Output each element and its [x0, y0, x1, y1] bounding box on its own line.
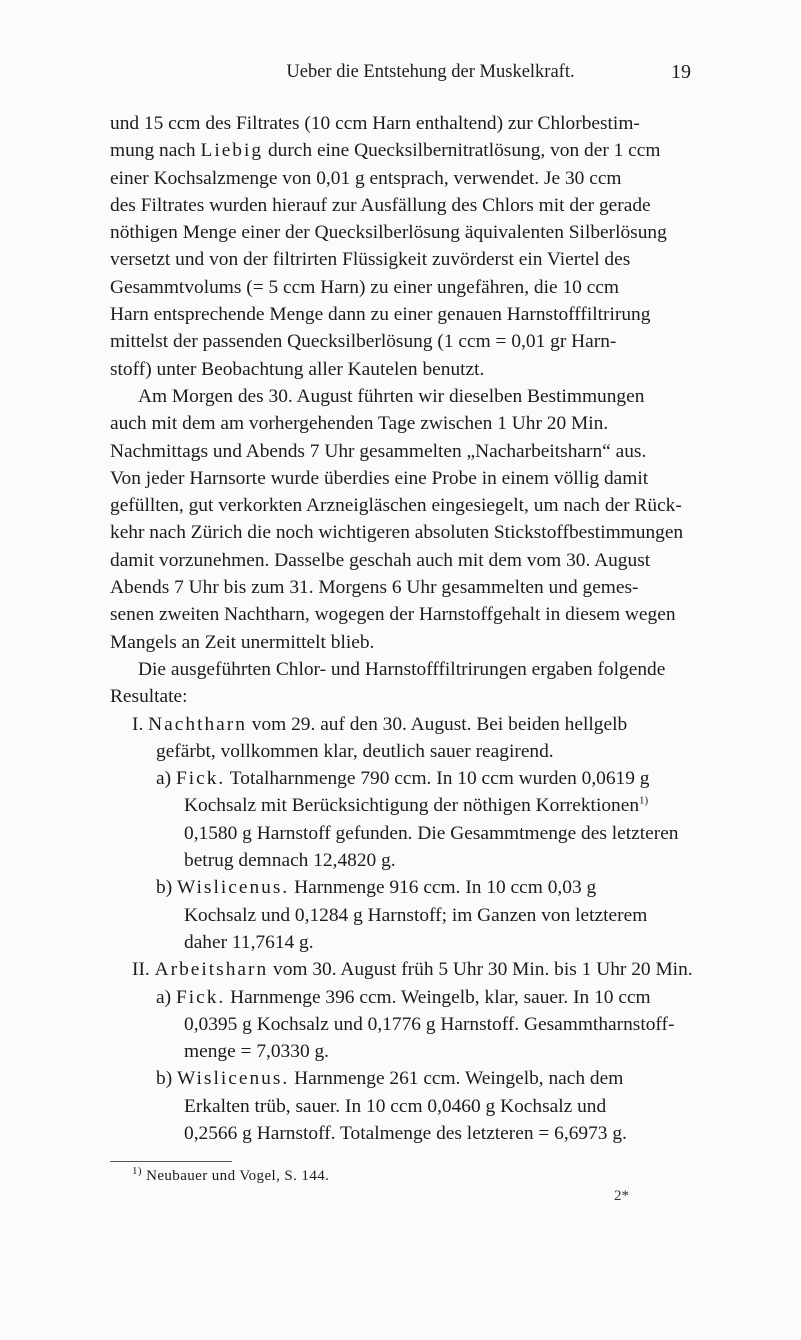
- text-line: gefärbt, vollkommen klar, deutlich sauer reagirend.: [156, 740, 554, 762]
- footnote: [110, 1166, 698, 1186]
- text-line: [110, 792, 698, 819]
- text-line: mittelst der passenden Quecksilberlösung (1 ccm = 0,01 gr Harn-: [110, 331, 617, 353]
- text-line: damit vorzunehmen. Dasselbe geschah auch mit dem vom 30. August: [110, 549, 651, 571]
- text-line: Die ausgeführten Chlor- und Harnstofffiltrirungen ergaben folgende: [138, 658, 666, 680]
- text-line: Harn entsprechende Menge dann zu einer genauen Harnstofffiltrirung: [110, 304, 651, 326]
- footnote-divider: [110, 1161, 232, 1162]
- text-line: Erkalten trüb, sauer. In 10 ccm 0,0460 g Kochsalz und: [184, 1095, 607, 1117]
- entry-label: b): [156, 877, 173, 899]
- section-arbeitsharn: [110, 956, 698, 1147]
- text-line: Mangels an Zeit unermittelt blieb.: [110, 631, 375, 653]
- text-span: vom 30. August früh 5 Uhr 30 Min. bis 1 Uhr 20 Min.: [268, 959, 693, 981]
- text-line: Am Morgen des 30. August führten wir dieselben Bestimmungen: [138, 385, 645, 407]
- entry-label: b): [156, 1068, 173, 1090]
- text-line: Nachmittags und Abends 7 Uhr gesammelten „Nacharbeitsharn“ aus.: [110, 440, 647, 462]
- text-line: senen zweiten Nachtharn, wogegen der Harnstoffgehalt in diesem wegen: [110, 604, 676, 626]
- text-line: versetzt und von der filtrirten Flüssigkeit zuvörderst ein Viertel des: [110, 249, 631, 271]
- text-line: Abends 7 Uhr bis zum 31. Morgens 6 Uhr gesammelten und gemes-: [110, 577, 639, 599]
- page-number: 19: [671, 61, 691, 83]
- author-name: Wislicenus.: [177, 877, 290, 899]
- text-line: Resultate:: [110, 686, 188, 708]
- text-line: Gesammtvolums (= 5 ccm Harn) zu einer ungefähren, die 10 ccm: [110, 276, 619, 298]
- footnote-ref: 1): [639, 794, 649, 807]
- author-name: Fick.: [175, 768, 226, 790]
- section-name: Arbeitsharn: [154, 959, 269, 981]
- entry-label: a): [156, 768, 172, 790]
- text-span: Totalharnmenge 790 ccm. In 10 ccm wurden 0,0619 g: [225, 768, 650, 790]
- footnote-text: Neubauer und Vogel, S. 144.: [141, 1168, 330, 1185]
- paragraph-1: [110, 110, 698, 383]
- text-line: 0,0395 g Kochsalz und 0,1776 g Harnstoff. Gesammtharnstoff-: [184, 1013, 675, 1035]
- footnote-mark: 1): [132, 1165, 142, 1178]
- page-body: [110, 110, 698, 1186]
- section-label: II.: [132, 959, 150, 981]
- text-span: durch eine Quecksilbernitratlösung, von der 1 ccm: [263, 140, 661, 162]
- section-heading: [110, 711, 698, 738]
- text-line: des Filtrates wurden hierauf zur Ausfällung des Chlors mit der gerade: [110, 194, 651, 216]
- section-heading: [110, 956, 698, 983]
- entry-heading: [110, 874, 698, 901]
- entry-heading: [110, 765, 698, 792]
- text-line: nöthigen Menge einer der Quecksilberlösung äquivalenten Silberlösung: [110, 222, 667, 244]
- author-name: Fick.: [175, 986, 226, 1008]
- author-name: Wislicenus.: [177, 1068, 290, 1090]
- text-line: 0,1580 g Harnstoff gefunden. Die Gesammtmenge des letzteren: [184, 822, 679, 844]
- text-line: [110, 137, 698, 164]
- text-line: 0,2566 g Harnstoff. Totalmenge des letzteren = 6,6973 g.: [184, 1122, 627, 1144]
- text-line: einer Kochsalzmenge von 0,01 g entsprach, verwendet. Je 30 ccm: [110, 167, 622, 189]
- text-span: vom 29. auf den 30. August. Bei beiden hellgelb: [246, 713, 628, 735]
- text-line: Von jeder Harnsorte wurde überdies eine Probe in einem völlig damit: [110, 467, 649, 489]
- text-line: stoff) unter Beobachtung aller Kautelen benutzt.: [110, 358, 485, 380]
- text-span: Harnmenge 396 ccm. Weingelb, klar, sauer. In 10 ccm: [225, 986, 651, 1008]
- text-line: daher 11,7614 g.: [184, 931, 314, 953]
- entry-heading: [110, 984, 698, 1011]
- text-span: Harnmenge 916 ccm. In 10 ccm 0,03 g: [289, 877, 597, 899]
- text-line: kehr nach Zürich die noch wichtigeren absoluten Stickstoffbestimmungen: [110, 522, 684, 544]
- section-name: Nachtharn: [148, 713, 247, 735]
- paragraph-3: [110, 656, 698, 711]
- running-title: Ueber die Entstehung der Muskelkraft.: [286, 62, 575, 82]
- text-line: Kochsalz und 0,1284 g Harnstoff; im Ganzen von letzterem: [184, 904, 648, 926]
- text-span: Harnmenge 261 ccm. Weingelb, nach dem: [289, 1068, 624, 1090]
- text-line: menge = 7,0330 g.: [184, 1041, 330, 1063]
- running-header: [110, 60, 691, 84]
- text-line: und 15 ccm des Filtrates (10 ccm Harn enthaltend) zur Chlorbestim-: [110, 113, 640, 134]
- entry-label: a): [156, 986, 172, 1008]
- text-line: gefüllten, gut verkorkten Arzneigläschen eingesiegelt, um nach der Rück-: [110, 495, 682, 517]
- signature-mark: 2*: [614, 1188, 629, 1204]
- text-span: mung nach: [110, 140, 201, 162]
- paragraph-2: [110, 383, 698, 656]
- entry-heading: [110, 1065, 698, 1092]
- section-label: I.: [132, 713, 144, 735]
- section-nachtharn: [110, 711, 698, 957]
- text-line: auch mit dem am vorhergehenden Tage zwischen 1 Uhr 20 Min.: [110, 413, 609, 435]
- text-span: Kochsalz mit Berücksichtigung der nöthigen Korrektionen: [184, 795, 640, 817]
- text-line: betrug demnach 12,4820 g.: [184, 850, 396, 872]
- author-name: Liebig: [200, 140, 264, 162]
